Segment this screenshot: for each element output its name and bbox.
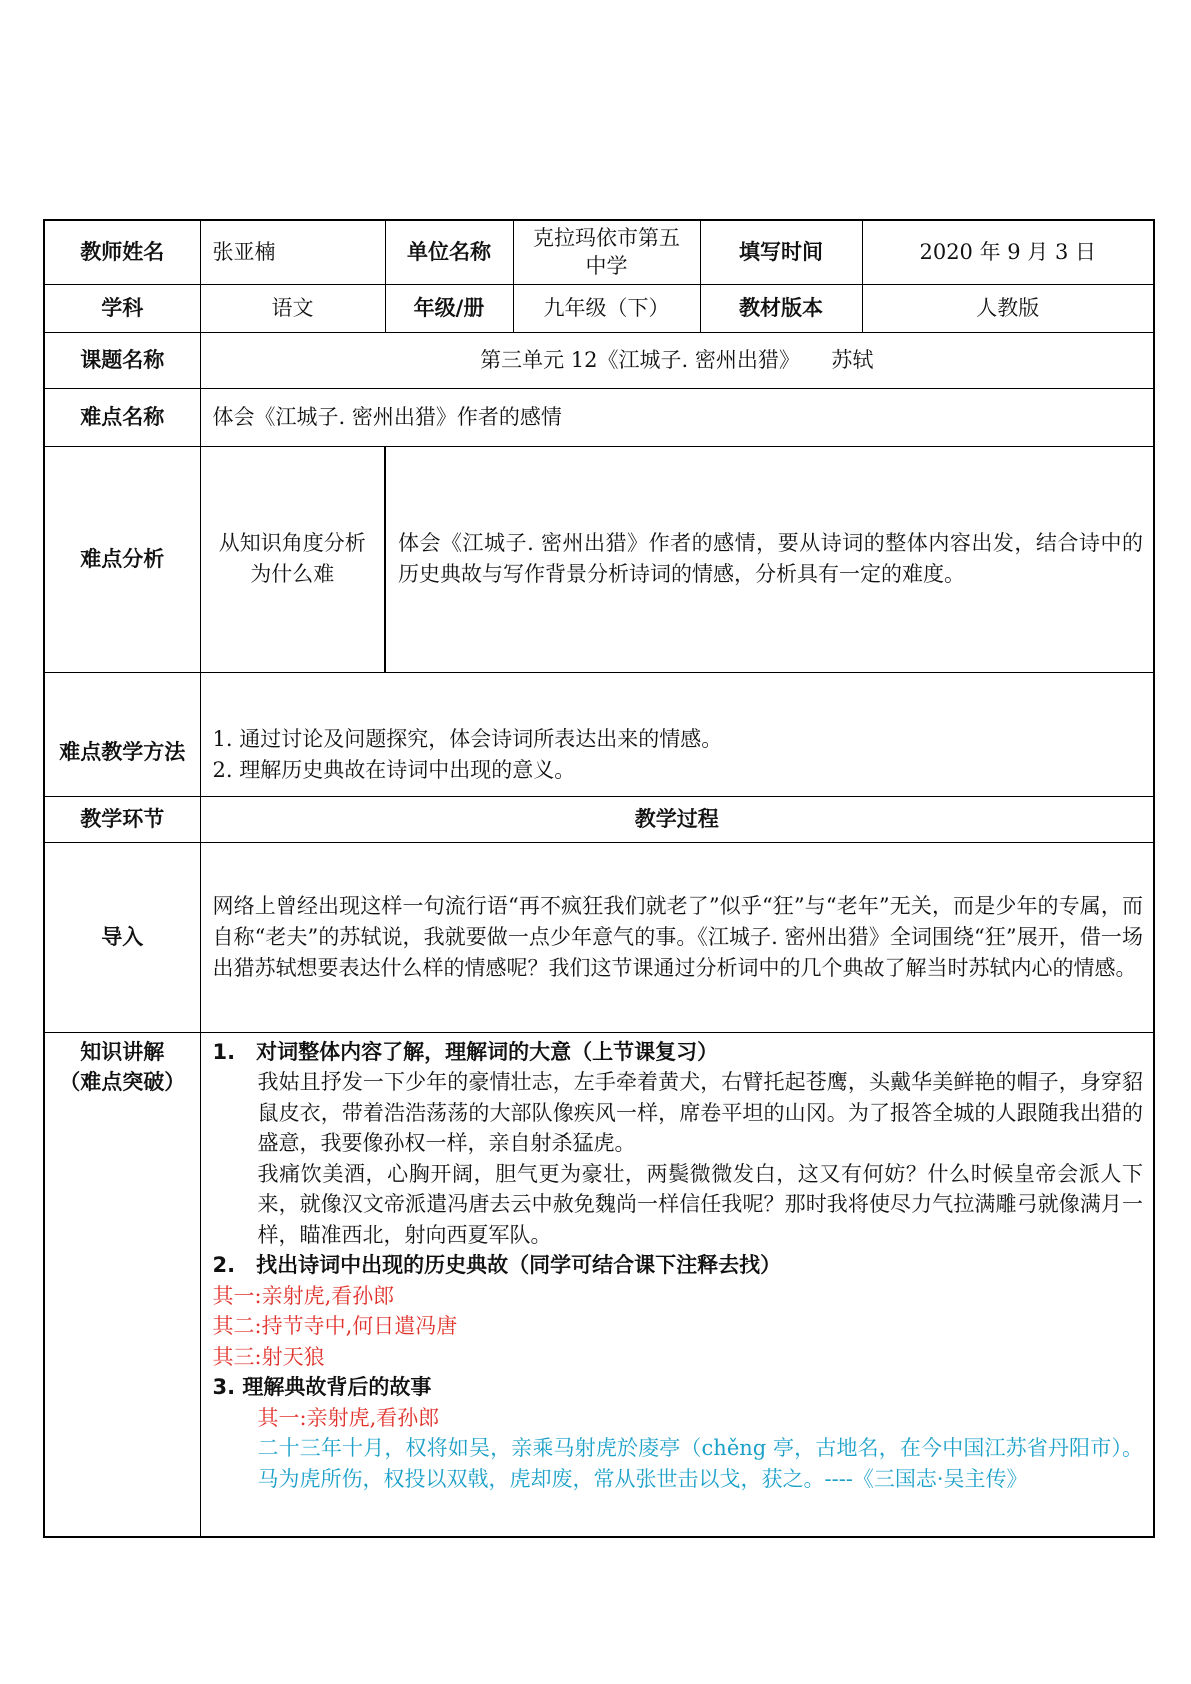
analysis-sub-label: [200, 446, 385, 672]
analysis-text: 体会《江城子. 密州出猎》作者的感情，要从诗词的整体内容出发，结合诗中的历史典故与写作背景分析诗词的情感，分析具有一定的难度。: [385, 446, 1154, 672]
method-item-2: 2. 理解历史典故在诗词中出现的意义。: [212, 758, 576, 782]
analysis-label: 难点分析: [44, 446, 200, 672]
edition-value: 人教版: [862, 284, 1154, 332]
lesson-plan-table: [43, 219, 1155, 1538]
intro-text: 网络上曾经出现这样一句流行语“再不疯狂我们就老了”似乎“狂”与“老年”无关，而是少年的专属，而自称“老夫”的苏轼说，我就要做一点少年意气的事。《江城子. 密州出猎》全词围绕“狂”展开，借一场出猎苏轼想要表达什么样的情感呢？我们这节课通过分析词中的几个典故了解当时苏轼内心的情感。: [200, 842, 1154, 1032]
row-method: [44, 672, 1154, 796]
story-1-quote: 二十三年十月，权将如吴，亲乘马射虎於庱亭（chěng 亭，古地名，在今中国江苏省丹阳市）。马为虎所伤，权投以双戟，虎却废，常从张世击以戈，获之。----《三国志·吴主传》: [257, 1436, 1143, 1491]
date-value: 2020 年 9 月 3 日: [862, 220, 1154, 284]
row-teacher: [44, 220, 1154, 284]
allusion-2: 其二:持节寺中,何日遣冯唐: [212, 1314, 458, 1338]
topic-value: 第三单元 12《江城子. 密州出猎》 苏轼: [200, 332, 1154, 388]
unit-value-line1: 克拉玛依市第五: [533, 226, 680, 251]
knowledge-label: [44, 1032, 200, 1537]
analysis-sub-label-line2: 为什么难: [250, 562, 335, 586]
unit-value-line2: 中学: [585, 254, 628, 279]
process-stage-label: 教学环节: [44, 796, 200, 842]
method-list: [200, 672, 1154, 796]
date-label: 填写时间: [700, 220, 862, 284]
allusion-3: 其三:射天狼: [212, 1344, 325, 1369]
lesson-plan-form: [43, 219, 1153, 1538]
row-difficulty: [44, 388, 1154, 446]
process-label: 教学过程: [200, 796, 1154, 842]
difficulty-label: 难点名称: [44, 388, 200, 446]
knowledge-heading-2: 2. 找出诗词中出现的历史典故（同学可结合课下注释去找）: [212, 1253, 782, 1277]
unit-label: 单位名称: [385, 220, 513, 284]
subject-label: 学科: [44, 284, 200, 332]
unit-value: [513, 220, 700, 284]
grade-label: 年级/册: [385, 284, 513, 332]
knowledge-paragraph-1: 我姑且抒发一下少年的豪情壮志，左手牵着黄犬，右臂托起苍鹰，头戴华美鲜艳的帽子，身穿貂鼠皮衣，带着浩浩荡荡的大部队像疾风一样，席卷平坦的山冈。为了报答全城的人跟随我出猎的盛意，我要像孙权一样，亲自射杀猛虎。: [257, 1070, 1143, 1155]
row-subject: [44, 284, 1154, 332]
method-item-1: 1. 通过讨论及问题探究，体会诗词所表达出来的情感。: [212, 727, 723, 751]
row-intro: [44, 842, 1154, 1032]
knowledge-label-line1: 知识讲解: [80, 1039, 165, 1064]
teacher-label: 教师姓名: [44, 220, 200, 284]
subject-value: 语文: [200, 284, 385, 332]
row-analysis: [44, 446, 1154, 672]
knowledge-heading-3: 3. 理解典故背后的故事: [212, 1375, 432, 1399]
story-1-title: 其一:亲射虎,看孙郎: [257, 1405, 440, 1430]
knowledge-heading-1: 1. 对词整体内容了解，理解词的大意（上节课复习）: [212, 1039, 719, 1064]
knowledge-paragraph-2: 我痛饮美酒，心胸开阔，胆气更为豪壮，两鬓微微发白，这又有何妨？什么时候皇帝会派人下来，就像汉文帝派遣冯唐去云中赦免魏尚一样信任我呢？那时我将使尽力气拉满雕弓就像满月一样，瞄准西北，射向西夏军队。: [257, 1161, 1143, 1247]
knowledge-content: [200, 1032, 1154, 1537]
row-process-header: [44, 796, 1154, 842]
intro-label: 导入: [44, 842, 200, 1032]
edition-label: 教材版本: [700, 284, 862, 332]
grade-value: 九年级（下）: [513, 284, 700, 332]
topic-label: 课题名称: [44, 332, 200, 388]
method-label: 难点教学方法: [44, 672, 200, 796]
row-knowledge: [44, 1032, 1154, 1537]
row-topic: [44, 332, 1154, 388]
difficulty-value: 体会《江城子. 密州出猎》作者的感情: [200, 388, 1154, 446]
teacher-value: 张亚楠: [200, 220, 385, 284]
allusion-1: 其一:亲射虎,看孙郎: [212, 1283, 395, 1308]
analysis-sub-label-line1: 从知识角度分析: [218, 531, 366, 555]
knowledge-label-line2: （难点突破）: [59, 1069, 186, 1094]
